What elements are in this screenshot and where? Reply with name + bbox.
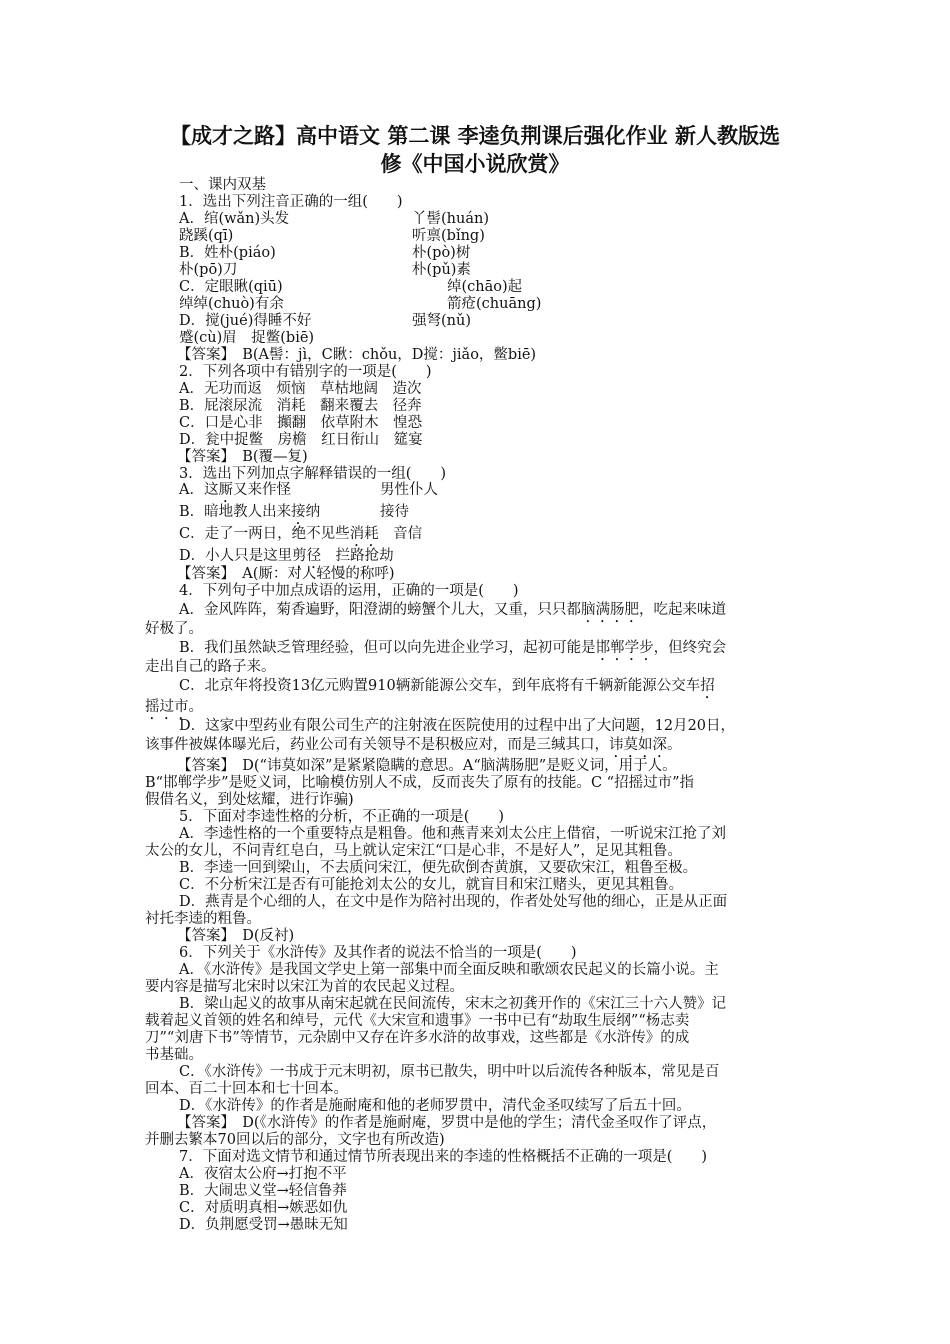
q2-answer: 【答案】 B(覆—复): [177, 449, 308, 465]
q4-stem: 4．下列句子中加点成语的运用，正确的一项是( ): [179, 583, 519, 599]
q4-option-b: B．我们虽然缺乏管理经验，但可以向先进企业学习，起初可能是邯郸学步，但终究会: [179, 640, 727, 656]
q3-option-d: D．小人只是这里剪径 拦路抢劫: [179, 548, 394, 564]
q6-option-b: B．梁山起义的故事从南宋起就在民间流传，宋末之初龚开作的《宋江三十六人赞》记: [179, 996, 727, 1012]
q6-option-c: C．《水浒传》一书成于元末明初，原书已散失，明中叶以后流传各种版本，常见是百: [179, 1064, 720, 1080]
q5-option-a-cont: 太公的女儿，不问青红皂白，马上就认定宋江“口是心非，不是好人”，足见其粗鲁。: [145, 843, 682, 859]
q1-option-b: B．姓朴(piáo): [179, 245, 276, 261]
q5-option-d-cont: 衬托李逵的粗鲁。: [145, 911, 261, 927]
q6-option-d: D．《水浒传》的作者是施耐庵和他的老师罗贯中，清代金圣叹续写了后五十回。: [179, 1098, 691, 1114]
q6-option-b-cont-3: 书基础。: [145, 1047, 203, 1063]
q6-stem: 6．下列关于《水浒传》及其作者的说法不恰当的一项是( ): [179, 945, 577, 961]
document-title: [120, 122, 830, 178]
q3-option-b-meaning: 接待: [380, 504, 409, 520]
q7-stem: 7．下面对选文情节和通过情节所表现出来的李逵的性格概括不正确的一项是( ): [179, 1149, 708, 1165]
q5-option-a: A．李逵性格的一个重要特点是粗鲁。他和燕青来刘太公庄上借宿，一听说宋江抢了刘: [179, 826, 726, 842]
q1-option-a-2: 丫髻(huán): [412, 211, 489, 227]
q4-option-b-cont: 走出自己的路子来。: [145, 659, 276, 675]
q3-stem: 3．选出下列加点字解释错误的一组( ): [179, 466, 447, 482]
q2-option-a: A．无功而返 烦恼 草枯地阔 造次: [179, 381, 422, 397]
q4-option-a: A．金风阵阵，菊香遍野，阳澄湖的螃蟹个儿大，又重，只只都脑满肠肥，吃起来味道: [179, 602, 726, 618]
q4-option-c: C．北京年将投资13亿元购置910辆新能源公交车，到年底将有千辆新能源公交车招: [179, 678, 715, 694]
q7-option-b: B．大闹忠义堂→轻信鲁莽: [179, 1183, 347, 1199]
q4-option-c-cont: 摇过市。: [145, 699, 203, 715]
q1-option-c-4: 箭疮(chuāng): [447, 296, 542, 312]
q1-option-c-2: 绰(chāo)起: [447, 279, 523, 295]
q5-option-b: B．李逵一回到梁山，不去质问宋江，便先砍倒杏黄旗，又要砍宋江，粗鲁至极。: [179, 860, 698, 876]
q4-option-a-cont: 好极了。: [145, 621, 203, 637]
q2-stem: 2．下列各项中有错别字的一项是( ): [179, 364, 432, 380]
q1-option-d-2: 强弩(nǔ): [412, 313, 471, 329]
q2-option-d: D．瓮中捉鳖 房檐 红日衔山 筵宴: [179, 432, 423, 448]
q6-option-a: A．《水浒传》是我国文学史上第一部集中而全面反映和歌颂农民起义的长篇小说。主: [179, 962, 719, 978]
q6-option-b-cont-2: 刀”“刘唐下书”等情节，元杂剧中又存在许多水浒的故事戏，这些都是《水浒传》的成: [145, 1030, 690, 1046]
q1-option-b-3: 朴(pō)刀: [179, 262, 238, 278]
q4-option-d: D．这家中型药业有限公司生产的注射液在医院使用的过程中出了大问题，12月20日，: [179, 718, 736, 734]
q5-stem: 5．下面对李逵性格的分析，不正确的一项是( ): [179, 809, 505, 825]
q4-answer-2: B“邯郸学步”是贬义词，比喻模仿别人不成，反而丧失了原有的技能。C “招摇过市”指: [145, 775, 695, 791]
q7-option-a: A．夜宿太公府→打抱不平: [179, 1166, 347, 1182]
q4-option-d-cont: 该事件被媒体曝光后，药业公司有关领导不是积极应对，而是三缄其口，讳莫如深。: [145, 737, 682, 753]
q1-option-b-4: 朴(pǔ)素: [412, 262, 471, 278]
q6-option-a-cont: 要内容是描写北宋时以宋江为首的农民起义过程。: [145, 979, 464, 995]
section-heading: 一、课内双基: [179, 177, 266, 193]
q3-dotted-char: 厮: [218, 482, 233, 498]
q7-option-d: D．负荆愿受罚→愚昧无知: [179, 1217, 348, 1233]
title-line-1: 【成才之路】高中语文 第二课 李逵负荆课后强化作业 新人教版选: [170, 124, 780, 148]
q1-answer: 【答案】 B(A髻：jì，C瞅：chǒu，D搅：jiǎo，鳖biē): [177, 347, 537, 363]
q2-option-c: C．口是心非 攧翻 依草附木 惶恐: [179, 415, 423, 431]
q6-option-c-cont: 回本、百二十回本和七十回本。: [145, 1081, 348, 1097]
q3-option-b: B．暗地教人出来接纳: [179, 504, 321, 520]
q1-option-a-3: 跷蹊(qī): [179, 228, 234, 244]
q1-stem: 1．选出下列注音正确的一组( ): [179, 194, 403, 210]
q6-answer-1: 【答案】 D(《水浒传》的作者是施耐庵，罗贯中是他的学生；清代金圣叹作了评点，: [177, 1115, 717, 1131]
q1-option-a-4: 听禀(bǐng): [412, 228, 485, 244]
q4-answer-1: 【答案】 D(“讳莫如深”是紧紧隐瞒的意思。A“脑满肠肥”是贬义词，用于人。: [177, 758, 677, 774]
q1-option-c: C．定眼瞅(qiū): [179, 279, 283, 295]
q1-option-d: D．搅(jué)得睡不好: [179, 313, 312, 329]
q6-answer-2: 并删去繁本70回以后的部分，文字也有所改造): [145, 1132, 445, 1148]
q3-answer: 【答案】 A(厮：对人轻慢的称呼): [177, 566, 395, 582]
title-line-2: 修《中国小说欣赏》: [380, 152, 570, 176]
q5-option-c: C．不分析宋江是否有可能抢刘太公的女儿，就盲目和宋江赌头，更见其粗鲁。: [179, 877, 684, 893]
q2-option-b: B．屁滚尿流 消耗 翻来覆去 径奔: [179, 398, 422, 414]
q1-option-a: A．绾(wǎn)头发: [179, 211, 290, 227]
q4-answer-3: 假借名义，到处炫耀，进行诈骗): [145, 792, 354, 808]
q5-answer: 【答案】 D(反衬): [177, 928, 295, 944]
q1-option-c-3: 绰绰(chuò)有余: [179, 296, 284, 312]
q7-option-c: C．对质明真相→嫉恶如仇: [179, 1200, 348, 1216]
q5-option-d: D．燕青是个心细的人，在文中是作为陪衬出现的，作者处处写他的细心，正是从正面: [179, 894, 728, 910]
q1-option-b-2: 朴(pò)树: [412, 245, 471, 261]
q3-option-a-meaning: 男性仆人: [380, 482, 438, 498]
q3-option-c: C．走了一两日，绝不见些消耗 音信: [179, 526, 423, 542]
q6-option-b-cont-1: 载着起义首领的姓名和绰号，元代《大宋宣和遗事》一书中已有“劫取生辰纲”“杨志卖: [145, 1013, 690, 1029]
q1-option-d-3: 蹙(cù)眉 捉鳖(biē): [179, 330, 315, 346]
q3-option-a: A．这厮又来作怪: [179, 482, 291, 498]
